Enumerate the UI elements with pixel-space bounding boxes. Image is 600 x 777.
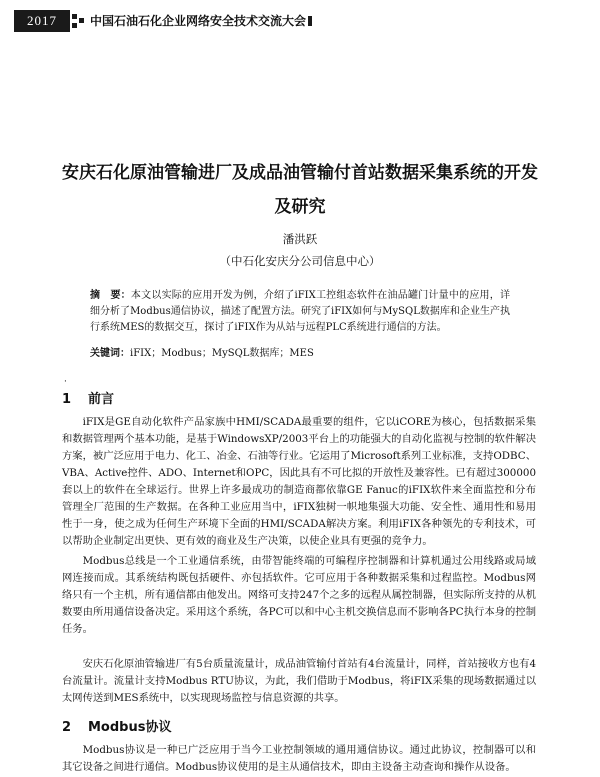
section-heading-2 xyxy=(62,716,171,735)
abstract-text: 本文以实际的应用开发为例，介绍了iFIX工控组态软件在油品罐门计量中的应用，详细分析了Modbus通信协议，描述了配置方法。研究了iFIX如何与MySQL数据库和企业生产执行系统MES的数据交互，探讨了iFIX作为从站与远程PLC系统进行通信的方法。 xyxy=(90,290,510,333)
paper-title-line-2: 及研究 xyxy=(274,197,326,217)
abstract-label: 摘 要： xyxy=(90,290,131,301)
stray-mark: · xyxy=(64,377,67,387)
keywords xyxy=(90,346,510,362)
running-header xyxy=(0,10,600,32)
author-name: 潘洪跃 xyxy=(282,232,318,246)
paragraph: Modbus协议是一种已广泛应用于当今工业控制领域的通用通信协议。通过此协议，控制器可以和其它设备之间进行通信。Modbus协议使用的是主从通信技术，即由主设备主动查询和操作从设备。 xyxy=(62,744,536,773)
section-heading-1 xyxy=(62,388,114,407)
keywords-text: iFIX；Modbus；MySQL数据库；MES xyxy=(130,348,314,359)
section-title: 前言 xyxy=(88,392,115,407)
section-number: 2 xyxy=(62,720,72,735)
abstract xyxy=(90,288,510,336)
paper-title xyxy=(40,156,560,224)
conference-title: 中国石油石化企业网络安全技术交流大会 xyxy=(90,10,312,32)
paragraph: 安庆石化原油管输进厂有5台质量流量计，成品油管输付首站有4台流量计，同样，首站接收方也有4台流量计。流量计支持Modbus RTU协议，为此，我们借助于Modbus，将iFIX采集的现场数据通过以太网传送到MES系统中，以实现现场监控与信息资源的共享。 xyxy=(62,658,536,704)
section-number: 1 xyxy=(62,392,72,407)
header-dots-icon xyxy=(72,14,86,30)
year-badge: 2017 xyxy=(14,10,70,32)
section-title: Modbus协议 xyxy=(88,720,172,735)
paper-title-line-1: 安庆石化原油管输进厂及成品油管输付首站数据采集系统的开发 xyxy=(62,163,538,183)
paragraph: Modbus总线是一个工业通信系统，由带智能终端的可编程序控制器和计算机通过公用线路或局域网连接而成。其系统结构既包括硬件、亦包括软件。它可应用于各种数据采集和过程监控。Modbus网络只有一个主机，所有通信都由他发出。网络可支持247个之多的远程从属控制器，但实际所支持的从机数要由所用通信设备决定。采用这个系统，各PC可以和中心主机交换信息而不影响各PC执行本身的控制任务。 xyxy=(62,555,536,635)
paragraph: iFIX是GE自动化软件产品家族中HMI/SCADA最重要的组件，它以iCORE为核心，包括数据采集和数据管理两个基本功能，是基于WindowsXP/2003平台上的功能强大的自动化监视与控制的软件解决方案，被广泛应用于电力、化工、冶金、石油等行业。它运用了Microsoft系列工业标准，支持ODBC、VBA、Active控件、ADO、Internet和OPC，因此具有不可比拟的开放性及兼容性。已有超过300000套以上的软件在全球运行。世界上许多最成功的制造商都依靠GE Fanuc的iFIX软件来全面监控和分布管理全厂范围的生产数据。在各种工业应用当中，iFIX独树一帜地集强大功能、安全性、通用性和易用性于一身，使之成为任何生产环境下全面的HMI/SCADA解决方案。利用iFIX各种领先的专利技术，可以帮助企业制定出更快、更有效的商业及生产决策，以使企业具有更强的竞争力。 xyxy=(62,416,536,547)
keywords-label: 关键词： xyxy=(90,348,130,359)
author-affiliation: （中石化安庆分公司信息中心） xyxy=(219,254,381,268)
